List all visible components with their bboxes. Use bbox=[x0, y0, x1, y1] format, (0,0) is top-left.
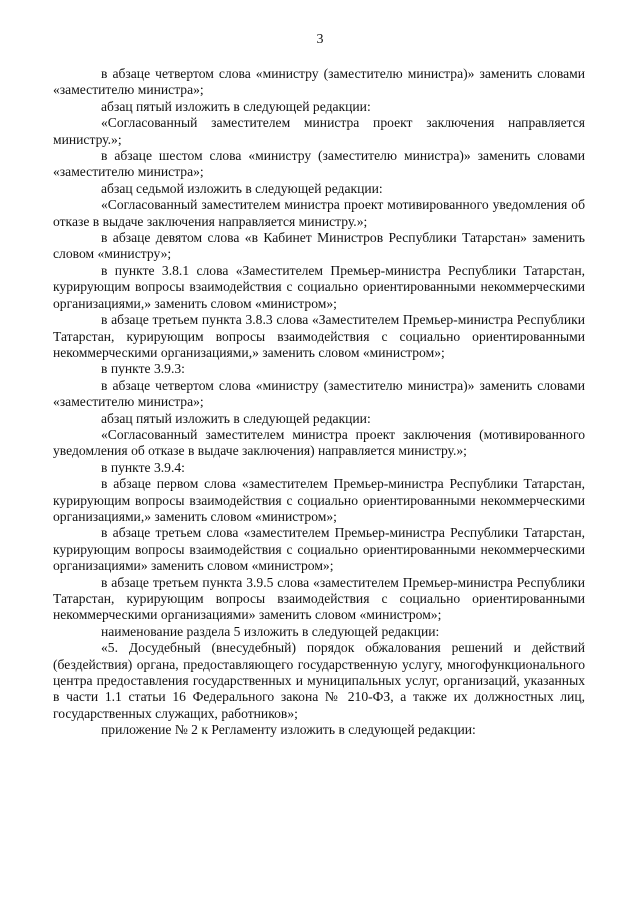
paragraph: в абзаце девятом слова «в Кабинет Министров Республики Татарстан» заменить словом «министру»; bbox=[53, 230, 585, 262]
paragraph: абзац пятый изложить в следующей редакции: bbox=[101, 98, 371, 114]
page-number: 3 bbox=[316, 32, 324, 47]
paragraph: абзац седьмой изложить в следующей редакции: bbox=[101, 180, 383, 196]
paragraph: в пункте 3.8.1 слова «Заместителем Премьер-министра Республики Татарстан, курирующим вопросы взаимодействия с социально ориентированными некоммерческими организациями,» заменить словом «министром»; bbox=[53, 262, 585, 311]
paragraph: в абзаце шестом слова «министру (заместителю министра)» заменить словами «заместителю министра»; bbox=[53, 148, 585, 180]
paragraph: в абзаце третьем пункта 3.9.5 слова «заместителем Премьер-министра Республики Татарстан, курирующим вопросы взаимодействия с социально ориентированными некоммерческими организациями» заменить словом «министром»; bbox=[53, 574, 585, 623]
paragraph: в абзаце четвертом слова «министру (заместителю министра)» заменить словами «заместителю министра»; bbox=[53, 377, 585, 410]
paragraph: приложение № 2 к Регламенту изложить в следующей редакции: bbox=[101, 722, 476, 738]
paragraph: в пункте 3.9.4: bbox=[101, 459, 185, 475]
paragraph: абзац пятый изложить в следующей редакции: bbox=[101, 410, 371, 426]
paragraph: в пункте 3.9.3: bbox=[101, 361, 185, 377]
paragraph: в абзаце третьем пункта 3.8.3 слова «Заместителем Премьер-министра Республики Татарстан, курирующим вопросы взаимодействия с социально ориентированными некоммерческими организациями,» заменить словом «министром»; bbox=[53, 312, 585, 360]
paragraph: наименование раздела 5 изложить в следующей редакции: bbox=[101, 623, 440, 639]
paragraph: «Согласованный заместителем министра проект мотивированного уведомления об отказе в выдаче заключения направляется министру.»; bbox=[53, 197, 585, 229]
paragraph: «Согласованный заместителем министра проект заключения направляется министру.»; bbox=[53, 115, 585, 147]
paragraph: в абзаце первом слова «заместителем Премьер-министра Республики Татарстан, курирующим вопросы взаимодействия с социально ориентированными некоммерческими организациями,» заменить словом «министром»; bbox=[53, 476, 585, 524]
paragraph: в абзаце третьем слова «заместителем Премьер-министра Республики Татарстан, курирующим вопросы взаимодействия с социально ориентированными некоммерческими организациями» заменить словом «министром»; bbox=[53, 525, 585, 574]
paragraph: «Согласованный заместителем министра проект заключения (мотивированного уведомления об отказе в выдаче заключения) направляется министру.»; bbox=[53, 426, 585, 459]
paragraph: в абзаце четвертом слова «министру (заместителю министра)» заменить словами «заместителю министра»; bbox=[53, 66, 585, 98]
document-body bbox=[53, 66, 585, 739]
paragraph: «5. Досудебный (внесудебный) порядок обжалования решений и действий (бездействия) органа, предоставляющего государственную услугу, многофункционального центра предоставления государственных и муниципальных услуг, организаций, указанных в части 1.1 статьи 16 Федерального закона № 210-ФЗ, а также их должностных лиц, государственных служащих, работников»; bbox=[53, 640, 585, 721]
